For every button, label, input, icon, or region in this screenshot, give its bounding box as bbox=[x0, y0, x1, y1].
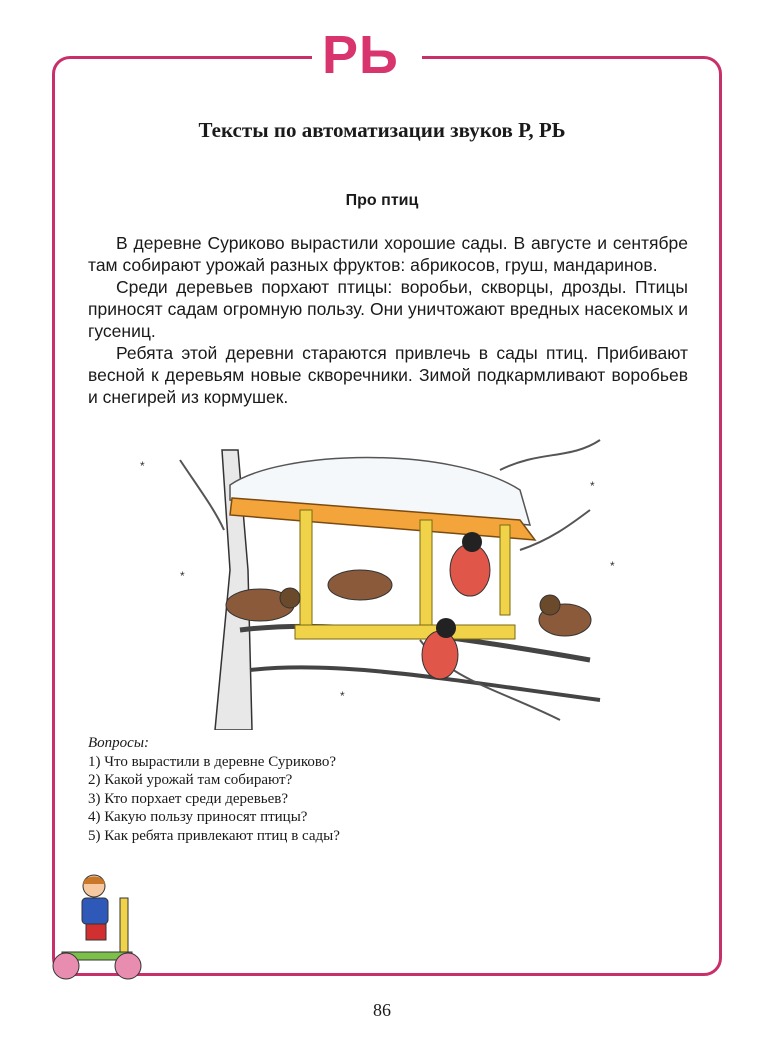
question-1: 1) Что вырастили в деревне Суриково? bbox=[88, 753, 337, 770]
question-2: 2) Какой урожай там собирают? bbox=[88, 772, 293, 788]
story-text bbox=[88, 232, 688, 408]
sparrow-right bbox=[539, 595, 591, 636]
child-on-scooter-illustration bbox=[42, 868, 152, 988]
questions-block bbox=[88, 734, 340, 845]
svg-text:*: * bbox=[340, 689, 345, 703]
svg-text:*: * bbox=[610, 559, 615, 573]
svg-text:*: * bbox=[590, 479, 595, 493]
paragraph-3: Ребята этой деревни стараются привлечь в сады птиц. Прибивают весной к деревьям новые скворечники. Зимой подкармливают воробьев и снегирей из кормушек. bbox=[88, 343, 688, 407]
paragraph-1: В деревне Суриково вырастили хорошие сады. В августе и сентябре там собирают урожай разных фруктов: абрикосов, груш, мандаринов. bbox=[88, 233, 688, 275]
svg-text:*: * bbox=[180, 569, 185, 583]
page-number: 86 bbox=[373, 1000, 391, 1020]
letter-heading: РЬ bbox=[322, 25, 399, 85]
paragraph-2: Среди деревьев порхают птицы: воробьи, скворцы, дрозды. Птицы приносят садам огромную пользу. Они уничтожают вредных насекомых и гусениц. bbox=[88, 277, 688, 341]
bird-feeder-illustration bbox=[120, 430, 640, 730]
bullfinch-top bbox=[450, 532, 490, 596]
sparrow-left bbox=[226, 588, 300, 621]
question-5: 5) Как ребята привлекают птиц в сады? bbox=[88, 827, 340, 844]
story-title: Про птиц bbox=[345, 192, 419, 209]
sparrow-center bbox=[328, 570, 392, 600]
svg-text:*: * bbox=[140, 459, 145, 473]
page-title: Тексты по автоматизации звуков Р, РЬ bbox=[198, 118, 566, 142]
questions-heading: Вопросы: bbox=[88, 735, 149, 751]
questions-list bbox=[88, 753, 340, 846]
question-3: 3) Кто порхает среди деревьев? bbox=[88, 790, 289, 807]
question-4: 4) Какую пользу приносят птицы? bbox=[88, 809, 308, 825]
